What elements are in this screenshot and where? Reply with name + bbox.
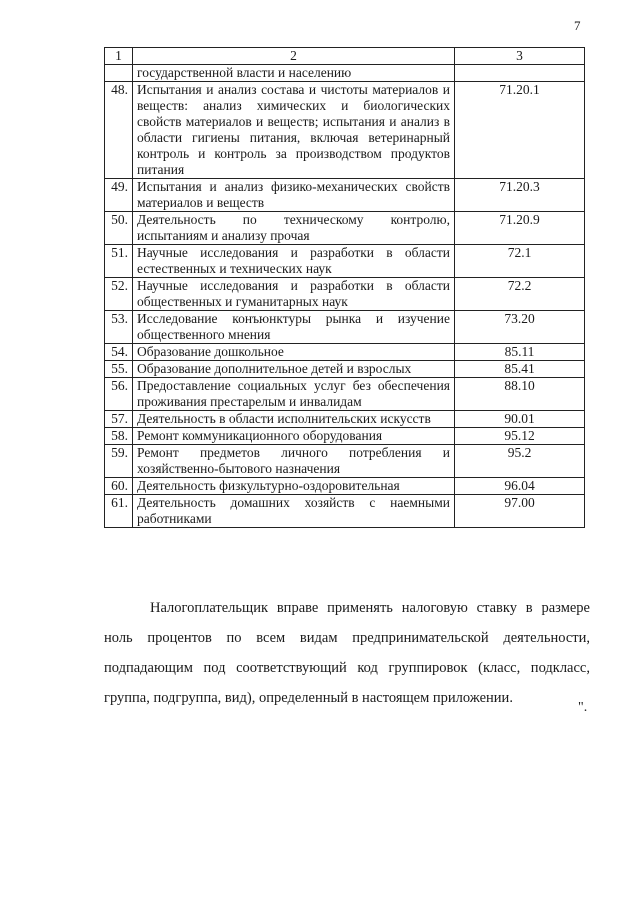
row-number-cell: 61. <box>105 495 133 528</box>
table-row <box>105 361 585 378</box>
activity-codes-table <box>104 47 585 528</box>
row-number-cell: 56. <box>105 378 133 411</box>
row-number-cell: 60. <box>105 478 133 495</box>
row-code-cell: 71.20.1 <box>455 82 585 179</box>
table-row <box>105 179 585 212</box>
row-code-cell: 90.01 <box>455 411 585 428</box>
row-number-cell: 57. <box>105 411 133 428</box>
row-name-cell: государственной власти и населению <box>133 65 455 82</box>
row-name-cell: Деятельность в области исполнительских искусств <box>133 411 455 428</box>
row-number-cell: 50. <box>105 212 133 245</box>
table-row <box>105 245 585 278</box>
page-number: 7 <box>574 18 581 33</box>
row-code-cell: 95.12 <box>455 428 585 445</box>
table-header-row <box>105 48 585 65</box>
row-name-cell: Деятельность по техническому контролю, испытаниям и анализу прочая <box>133 212 455 245</box>
row-number-cell: 48. <box>105 82 133 179</box>
row-code-cell: 72.2 <box>455 278 585 311</box>
row-name-cell: Образование дополнительное детей и взрослых <box>133 361 455 378</box>
row-name-cell: Деятельность физкультурно-оздоровительная <box>133 478 455 495</box>
row-name-cell: Деятельность домашних хозяйств с наемными работниками <box>133 495 455 528</box>
row-name-cell: Испытания и анализ физико-механических свойств материалов и веществ <box>133 179 455 212</box>
table-row <box>105 344 585 361</box>
closing-quote-mark: ". <box>578 700 588 715</box>
row-name-cell: Испытания и анализ состава и чистоты материалов и веществ: анализ химических и биологических свойств материалов и веществ; испытания и анализ в области гигиены питания, включая ветеринарный контроль и контроль за производством продуктов питания <box>133 82 455 179</box>
row-name-cell: Научные исследования и разработки в области общественных и гуманитарных наук <box>133 278 455 311</box>
table-row <box>105 278 585 311</box>
table-row <box>105 478 585 495</box>
table-row <box>105 428 585 445</box>
table-row <box>105 378 585 411</box>
row-name-cell: Образование дошкольное <box>133 344 455 361</box>
row-code-cell: 72.1 <box>455 245 585 278</box>
row-number-cell: 55. <box>105 361 133 378</box>
row-code-cell: 85.41 <box>455 361 585 378</box>
paragraph-text: Налогоплательщик вправе применять налоговую ставку в размере ноль процентов по всем видам предпринимательской деятельности, подпадающим под соответствующий код группировок (класс, подкласс, группа, подгруппа, вид), определенный в настоящем приложении. <box>104 600 590 706</box>
row-code-cell: 85.11 <box>455 344 585 361</box>
table-body <box>105 65 585 528</box>
table-row <box>105 445 585 478</box>
table-row <box>105 311 585 344</box>
row-number-cell <box>105 65 133 82</box>
row-name-cell: Ремонт предметов личного потребления и хозяйственно-бытового назначения <box>133 445 455 478</box>
row-name-cell: Предоставление социальных услуг без обеспечения проживания престарелым и инвалидам <box>133 378 455 411</box>
row-name-cell: Исследование конъюнктуры рынка и изучение общественного мнения <box>133 311 455 344</box>
row-number-cell: 49. <box>105 179 133 212</box>
table-row <box>105 212 585 245</box>
row-code-cell: 97.00 <box>455 495 585 528</box>
row-code-cell: 71.20.3 <box>455 179 585 212</box>
row-code-cell <box>455 65 585 82</box>
row-number-cell: 52. <box>105 278 133 311</box>
tax-rate-paragraph <box>104 593 590 713</box>
table-row <box>105 82 585 179</box>
row-name-cell: Ремонт коммуникационного оборудования <box>133 428 455 445</box>
row-code-cell: 71.20.9 <box>455 212 585 245</box>
row-number-cell: 54. <box>105 344 133 361</box>
table-row <box>105 411 585 428</box>
table-row-continuation <box>105 65 585 82</box>
table-row <box>105 495 585 528</box>
row-code-cell: 88.10 <box>455 378 585 411</box>
column-header-code: 3 <box>455 48 585 65</box>
row-number-cell: 59. <box>105 445 133 478</box>
row-number-cell: 51. <box>105 245 133 278</box>
row-code-cell: 95.2 <box>455 445 585 478</box>
column-header-name: 2 <box>133 48 455 65</box>
column-header-number: 1 <box>105 48 133 65</box>
row-number-cell: 53. <box>105 311 133 344</box>
row-name-cell: Научные исследования и разработки в области естественных и технических наук <box>133 245 455 278</box>
row-code-cell: 73.20 <box>455 311 585 344</box>
row-number-cell: 58. <box>105 428 133 445</box>
row-code-cell: 96.04 <box>455 478 585 495</box>
